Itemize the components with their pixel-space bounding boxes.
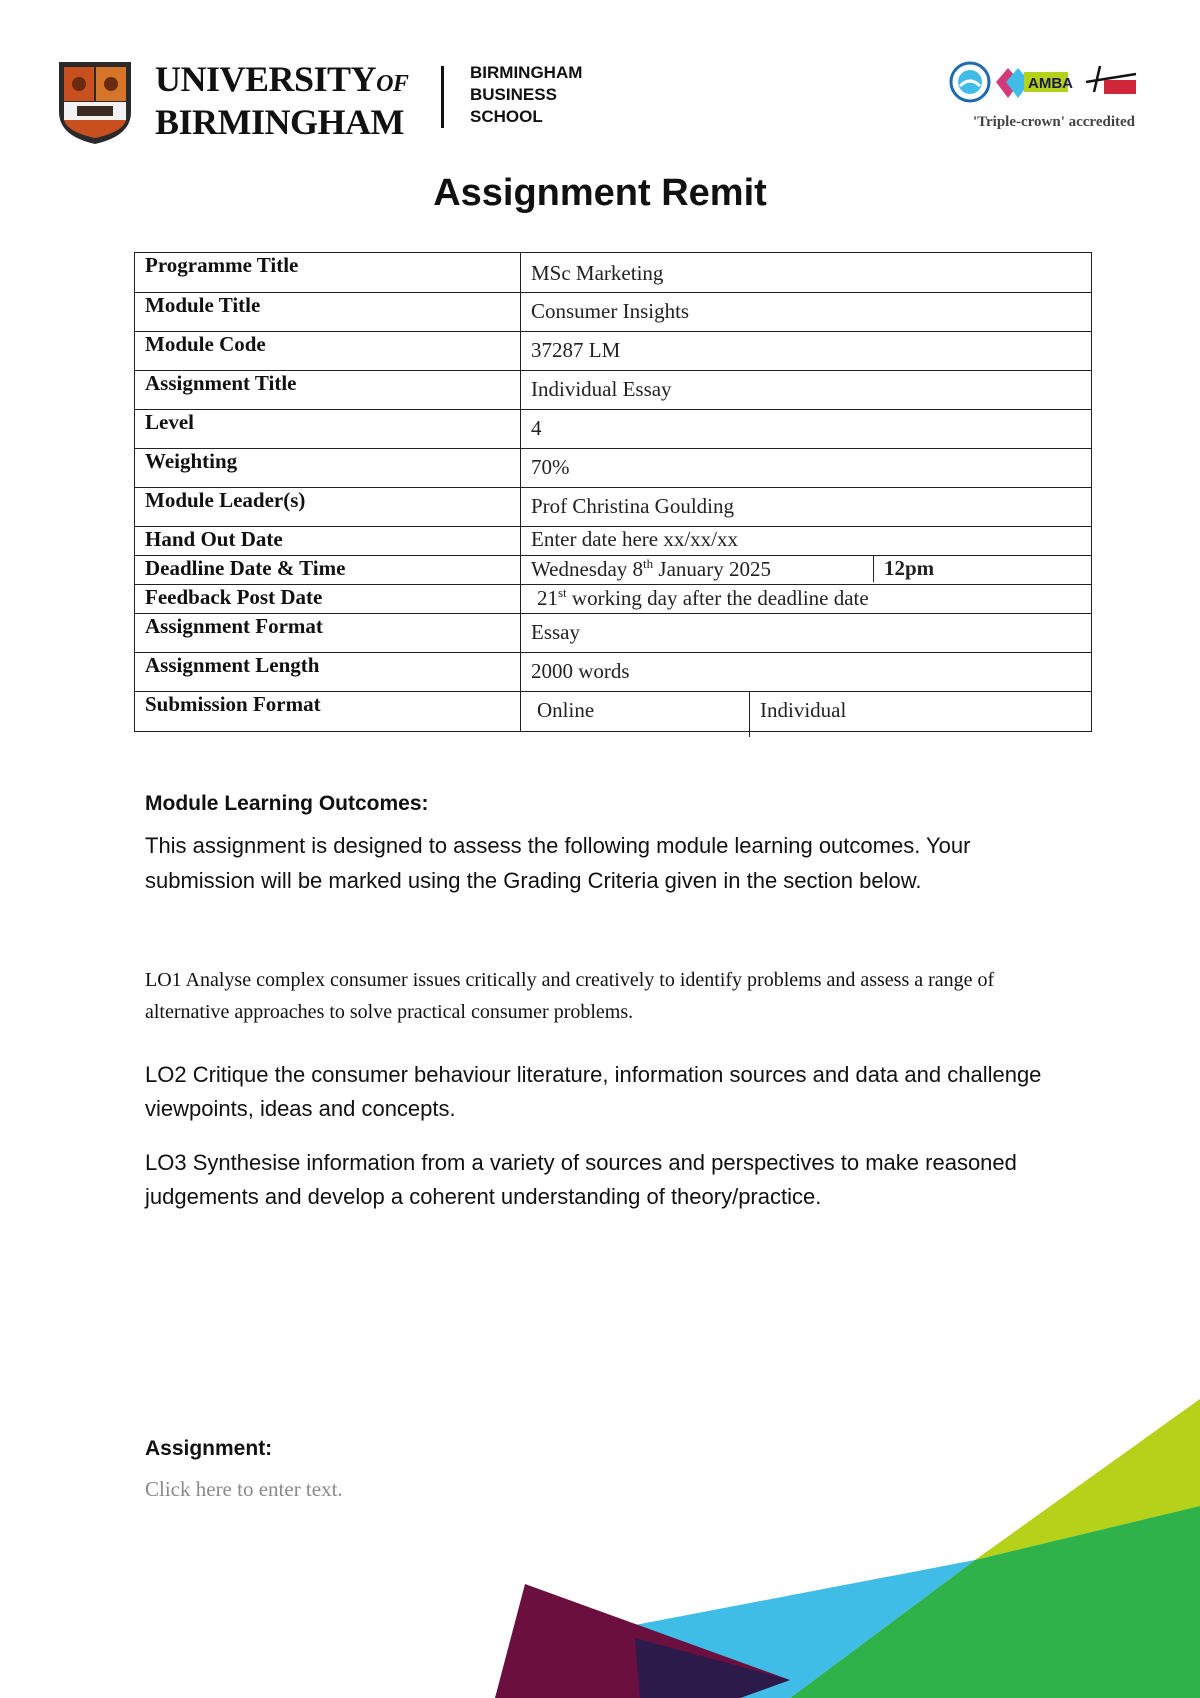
school-line2: BUSINESS [470,85,557,104]
module-code-value[interactable]: 37287 LM [521,332,1092,371]
deadline-value [521,556,1092,585]
submission-format-label: Submission Format [135,692,521,732]
module-code-label: Module Code [135,332,521,371]
table-row [135,488,1092,527]
learning-outcome-3: LO3 Synthesise information from a variety of sources and perspectives to make reasoned judgements and develop a coherent understanding of theory/practice. [145,1150,1017,1209]
submission-mode[interactable]: Online [521,692,750,737]
university-crest-icon [55,58,135,146]
table-row [135,449,1092,488]
document-header [55,58,1145,158]
hand-out-date-value[interactable]: Enter date here xx/xx/xx [521,527,1092,556]
weighting-value[interactable]: 70% [521,449,1092,488]
deadline-date-month: January 2025 [653,557,771,581]
university-line2: BIRMINGHAM [155,102,404,142]
table-row [135,653,1092,692]
university-name [155,60,408,141]
assignment-text-placeholder[interactable]: Click here to enter text. [145,1477,343,1501]
table-row [135,527,1092,556]
learning-outcome-1: LO1 Analyse complex consumer issues critically and creatively to identify problems and assess a range of alternative approaches to solve practical consumer problems. [145,969,995,1023]
university-line1: UNIVERSITY [155,59,377,99]
page-title: Assignment Remit [433,172,767,214]
university-of: OF [376,71,409,97]
module-title-value[interactable]: Consumer Insights [521,293,1092,332]
module-title-label: Module Title [135,293,521,332]
module-leader-value[interactable]: Prof Christina Goulding [521,488,1092,527]
module-leader-label: Module Leader(s) [135,488,521,527]
feedback-day: 21 [537,586,558,610]
table-row [135,556,1092,585]
table-row [135,614,1092,653]
amba-logo-icon [996,68,1073,98]
feedback-suffix: st [558,585,567,600]
table-row [135,332,1092,371]
assignment-format-label: Assignment Format [135,614,521,653]
svg-text:AMBA: AMBA [1028,75,1073,92]
table-row [135,410,1092,449]
aacsb-logo-icon [951,63,989,101]
assignment-remit-table [134,252,1092,732]
table-row [135,692,1092,732]
level-value[interactable]: 4 [521,410,1092,449]
hand-out-date-label: Hand Out Date [135,527,521,556]
feedback-date-label: Feedback Post Date [135,585,521,614]
deadline-date-suffix: th [643,556,654,571]
assignment-length-value[interactable]: 2000 words [521,653,1092,692]
programme-title-label: Programme Title [135,253,521,293]
business-school-name [470,62,582,128]
header-divider [441,66,444,128]
learning-outcome-2: LO2 Critique the consumer behaviour literature, information sources and data and challenge viewpoints, ideas and concepts. [145,1062,1042,1121]
weighting-label: Weighting [135,449,521,488]
table-row [135,253,1092,293]
table-row [135,293,1092,332]
assignment-length-label: Assignment Length [135,653,521,692]
school-line1: BIRMINGHAM [470,63,583,82]
programme-title-value[interactable]: MSc Marketing [521,253,1092,293]
accreditation-text: 'Triple-crown' accredited [972,114,1135,130]
submission-format-value [521,692,1092,732]
submission-type[interactable]: Individual [760,698,847,722]
level-label: Level [135,410,521,449]
deadline-date-day: Wednesday 8 [531,557,644,581]
assignment-title-value[interactable]: Individual Essay [521,371,1092,410]
learning-outcomes-heading: Module Learning Outcomes: [145,792,429,815]
equis-logo-icon [1086,66,1136,94]
feedback-date-value[interactable] [521,585,1092,614]
assignment-heading: Assignment: [145,1437,273,1460]
school-line3: SCHOOL [470,107,543,126]
learning-outcomes-intro: This assignment is designed to assess the following module learning outcomes. Your submission will be marked using the Grading Criteria given in the section below. [145,833,971,893]
table-row [135,585,1092,614]
assignment-title-label: Assignment Title [135,371,521,410]
deadline-date[interactable] [521,556,874,582]
deadline-time[interactable]: 12pm [884,556,935,580]
deadline-label: Deadline Date & Time [135,556,521,585]
table-row [135,371,1092,410]
assignment-format-value[interactable]: Essay [521,614,1092,653]
feedback-text: working day after the deadline date [566,586,869,610]
